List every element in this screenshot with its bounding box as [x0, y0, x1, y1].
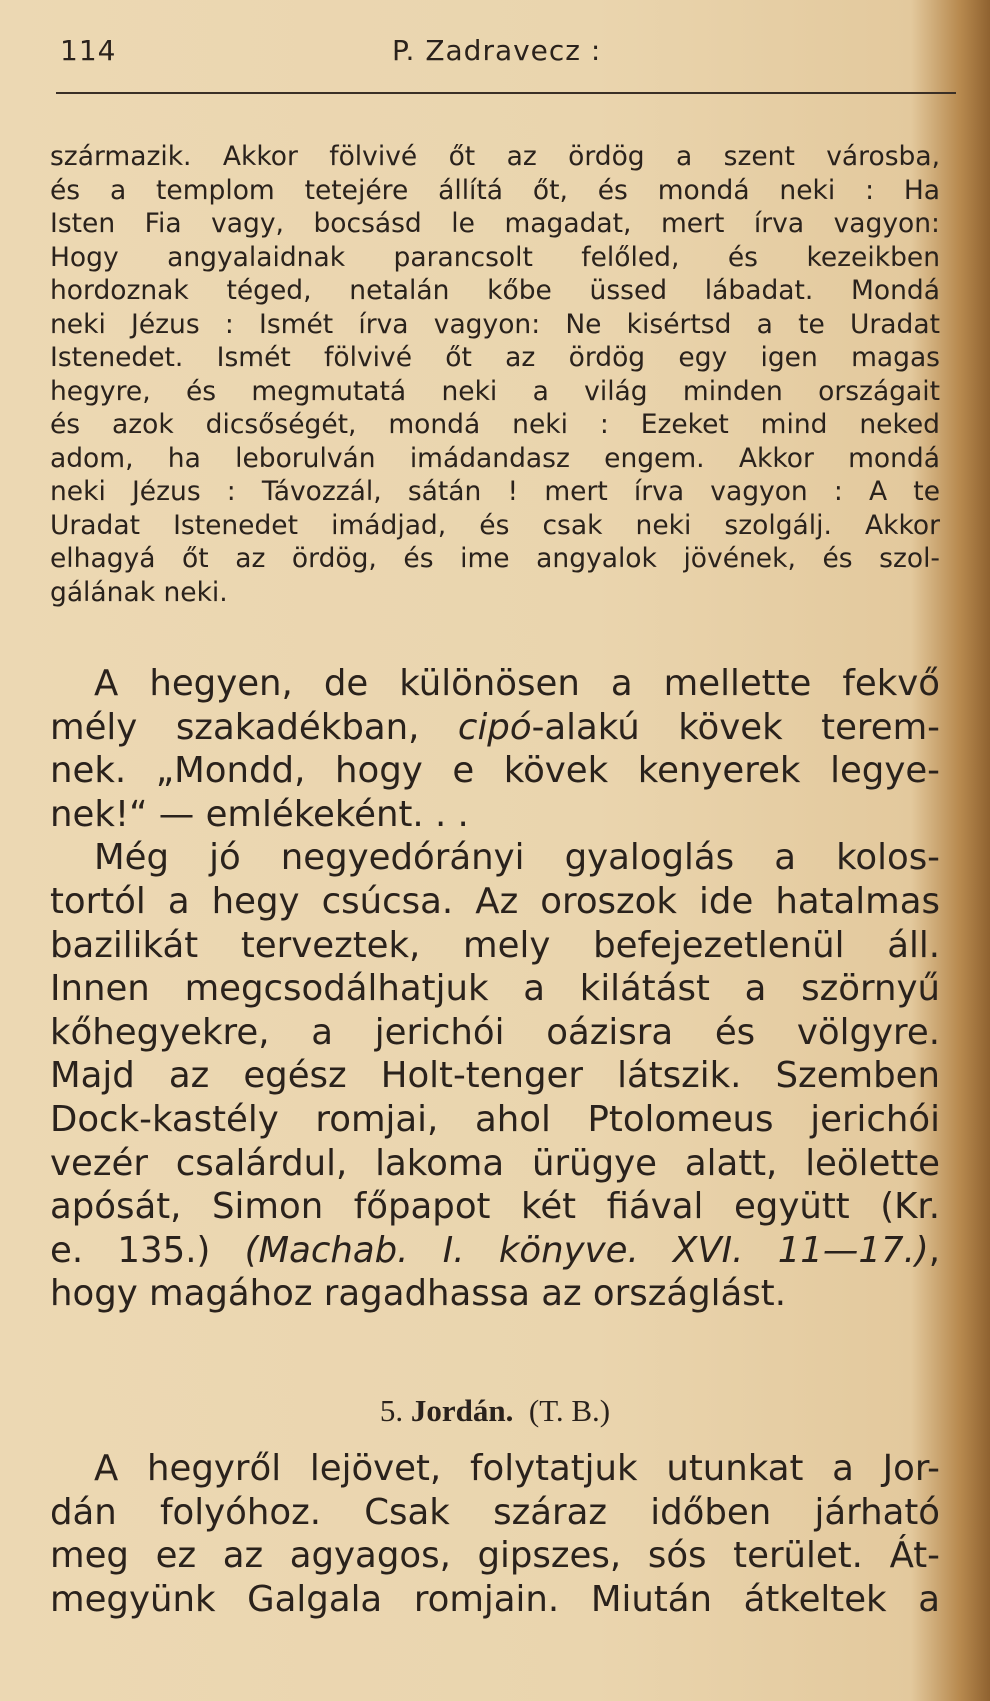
text-segment: mély szakadékban,	[50, 706, 458, 748]
text-line: származik. Akkor fölvivé őt az ördög a szent városba,	[50, 141, 940, 172]
section-note: (T. B.)	[528, 1393, 611, 1428]
text-line: apósát, Simon főpapot két fiával együtt (Kr.	[50, 1186, 940, 1228]
page-header	[58, 34, 948, 78]
text-line	[50, 706, 940, 750]
italic-word: cipó	[457, 706, 532, 748]
quoted-passage	[50, 140, 940, 609]
main-body-text	[50, 662, 940, 1316]
text-line: Innen megcsodálhatjuk a kilátást a szörnyű	[50, 968, 940, 1010]
text-line: Majd az egész Holt-tenger látszik. Szemben	[50, 1055, 940, 1097]
text-line: A hegyen, de különösen a mellette fekvő	[94, 663, 940, 704]
text-line: megyünk Galgala romjain. Miután átkeltek a	[50, 1578, 940, 1620]
text-line: meg ez az agyagos, gipszes, sós terület. Át-	[50, 1535, 940, 1577]
text-line: nek. „Mondd, hogy e kövek kenyerek legye-	[50, 750, 940, 792]
text-line	[50, 1229, 940, 1273]
section-title: Jordán.	[410, 1393, 514, 1428]
text-line: bazilikát terveztek, mely befejezetlenül áll.	[50, 924, 940, 966]
text-line: hegyre, és megmutatá neki a világ minden országait	[50, 375, 940, 407]
text-line: és a templom tetejére állítá őt, és mondá neki : Ha	[50, 174, 940, 206]
text-line: hordoznak téged, netalán kőbe üssed lábadat. Mondá	[50, 275, 940, 306]
text-line: vezér csalárdul, lakoma ürügye alatt, leölette	[50, 1142, 940, 1184]
text-line: tortól a hegy csúcsa. Az oroszok ide hatalmas	[50, 880, 940, 922]
text-line: hogy magához ragadhassa az országlást.	[50, 1273, 786, 1315]
text-line: elhagyá őt az ördög, és ime angyalok jövének, és szol-	[50, 543, 940, 574]
section-number: 5.	[379, 1393, 404, 1428]
text-segment: e. 135.)	[50, 1229, 245, 1271]
text-line: Még jó negyedórányi gyaloglás a kolos-	[94, 837, 940, 879]
running-head: P. Zadravecz :	[392, 34, 602, 67]
text-segment: -alakú kövek terem-	[531, 706, 940, 748]
text-line: dán folyóhoz. Csak száraz időben járható	[50, 1491, 940, 1533]
text-line: adom, ha leborulván imádandasz engem. Akkor mondá	[50, 442, 940, 474]
header-rule	[56, 92, 956, 94]
text-line: és azok dicsőségét, mondá neki : Ezeket mind neked	[50, 409, 940, 440]
text-line: A hegyről lejövet, folytatjuk utunkat a Jor-	[94, 1448, 940, 1489]
section-body-text	[50, 1447, 940, 1621]
text-line: Uradat Istenedet imádjad, és csak neki szolgálj. Akkor	[50, 509, 940, 541]
text-line: kőhegyekre, a jerichói oázisra és völgyre.	[50, 1011, 940, 1053]
page-number: 114	[60, 34, 117, 67]
text-line: gálának neki.	[50, 576, 228, 608]
text-line: neki Jézus : Ismét írva vagyon: Ne kisértsd a te Uradat	[50, 308, 940, 340]
text-line: Hogy angyalaidnak parancsolt felőled, és kezeikben	[50, 241, 940, 273]
text-line: neki Jézus : Távozzál, sátán ! mert írva vagyon : A te	[50, 476, 940, 507]
text-line: Istenedet. Ismét fölvivé őt az ördög egy igen magas	[50, 342, 940, 373]
italic-citation: (Machab. I. könyve. XVI. 11—17.)	[244, 1229, 929, 1271]
text-line: nek!“ — emlékeként. . .	[50, 793, 469, 835]
text-line: Isten Fia vagy, bocsásd le magadat, mert írva vagyon:	[50, 208, 940, 239]
text-line: Dock-kastély romjai, ahol Ptolomeus jerichói	[50, 1098, 940, 1140]
section-heading	[0, 1393, 990, 1429]
text-segment: ,	[928, 1229, 940, 1271]
